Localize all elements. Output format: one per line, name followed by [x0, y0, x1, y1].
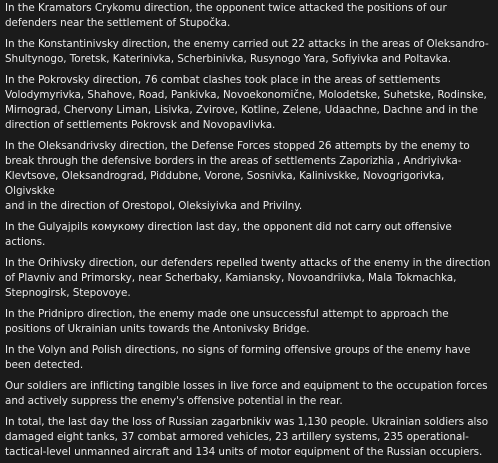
- paragraph-soldiers-losses: Our soldiers are inflicting tangible losses in live force and equipment to the occupation forces and actively suppress the enemy's offensive potential in the rear.: [5, 380, 488, 407]
- paragraph-pridnipro: In the Pridnipro direction, the enemy made one unsuccessful attempt to approach the positions of Ukrainian units towards the Antonivsky Bridge.: [5, 308, 449, 335]
- paragraph-konstantinivsky: In the Konstantinivsky direction, the enemy carried out 22 attacks in the areas of Oleksandro- Shultynogo, Toretsk, Katerinivka, Scherbinivka, Rusynogo Yara, Sofiyivka and Poltavka.: [5, 38, 489, 65]
- paragraph-orihivsky: In the Orihivsky direction, our defenders repelled twenty attacks of the enemy in the direction of Plavniv and Primorsky, near Scherbaky, Kamiansky, Novoandriivka, Mala Tokmachka, Stepnogirsk, Stepovoye.: [5, 257, 491, 299]
- paragraph-volyn-polish: In the Volyn and Polish directions, no signs of forming offensive groups of the enemy have been detected.: [5, 344, 471, 371]
- paragraph-gulyajpils: In the Gulyajpils комукому direction last day, the opponent did not carry out offensive actions.: [5, 221, 452, 248]
- paragraph-pokrovsky: In the Pokrovsky direction, 76 combat clashes took place in the areas of settlements Volodymyrivka, Shahove, Road, Pankivka, Novoekonomične, Molodetske, Suhetske, Rodinske, Mirnograd, Chervony Liman, Lisivka, Zvirove, Kotline, Zelene, Udaachne, Dachne and in the direction of settlements Pokrovsk and Novopavlivka.: [5, 74, 487, 131]
- paragraph-oleksandrivsky: In the Oleksandrivsky direction, the Defense Forces stopped 26 attempts by the enemy to break through the defensive borders in the areas of settlements Zaporizhia , Andriyivka- Klevtsove, Oleksandrograd, Piddubne, Vorone, Sosnivka, Kalinivskke, Novogrigorivka, Olgivskke and in the direction of Orestopol, Oleksiyivka and Privilny.: [5, 140, 470, 212]
- paragraph-kramatorsk: In the Kramators Crykomu direction, the opponent twice attacked the positions of our defenders near the settlement of Stupočka.: [5, 2, 447, 29]
- paragraph-total-losses: In total, the last day the loss of Russian zagarbnikiv was 1,130 people. Ukrainian soldiers also damaged eight tanks, 37 combat armored vehicles, 23 artillery systems, 235 operational- tactical-level unmanned aircraft and 134 units of motor equipment of the Russian occupiers.: [5, 416, 489, 458]
